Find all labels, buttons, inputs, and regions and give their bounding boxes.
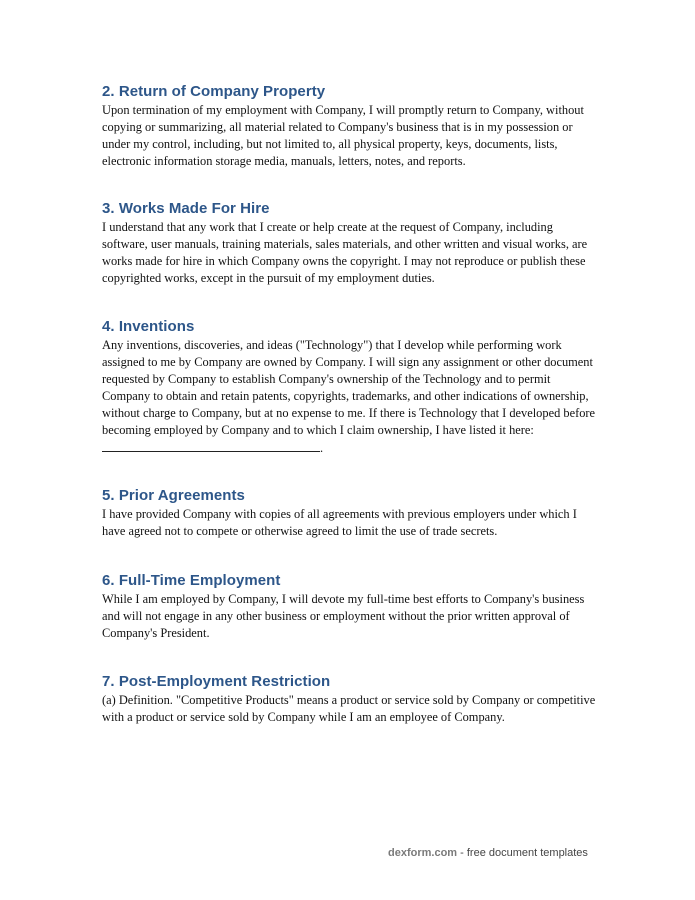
section-works-made-for-hire bbox=[102, 199, 598, 287]
section-heading: 6. Full-Time Employment bbox=[102, 572, 281, 589]
section-body: (a) Definition. "Competitive Products" means a product or service sold by Company or competitive with a product or service sold by Company while I am an employee of Company. bbox=[102, 693, 596, 724]
footer-brand-link[interactable]: dexform.com bbox=[388, 847, 458, 859]
section-body: While I am employed by Company, I will devote my full-time best efforts to Company's business and will not engage in any other business or employment without the prior written approval of Company's President. bbox=[102, 592, 585, 640]
section-heading: 2. Return of Company Property bbox=[102, 83, 326, 100]
page-footer bbox=[388, 845, 588, 861]
section-heading: 3. Works Made For Hire bbox=[102, 200, 270, 217]
section-full-time-employment bbox=[102, 571, 598, 642]
section-heading: 7. Post-Employment Restriction bbox=[102, 673, 331, 690]
section-body: I understand that any work that I create or help create at the request of Company, including software, user manuals, training materials, sales materials, and other written and visual works, are works made for hire in which Company owns the copyright. I may not reproduce or publish these copyrighted works, except in the pursuit of my employment duties. bbox=[102, 220, 588, 285]
technology-blank-line[interactable] bbox=[102, 439, 320, 452]
blank-trailing-period: . bbox=[320, 441, 324, 455]
section-body: I have provided Company with copies of all agreements with previous employers under which I have agreed not to compete or otherwise agreed to limit the use of trade secrets. bbox=[102, 507, 577, 538]
section-prior-agreements bbox=[102, 486, 598, 540]
section-return-of-property bbox=[102, 82, 598, 170]
section-body: Any inventions, discoveries, and ideas ("Technology") that I develop while performing work assigned to me by Company are owned by Company. I will sign any assignment or other document requested by Company to establish Company's ownership of the Technology and to permit Company to obtain and retain patents, copyrights, trademarks, and other indications of ownership, without charge to Company, but at no expense to me. If there is Technology that I developed before becoming employed by Company and to which I claim ownership, I have listed it here: bbox=[102, 338, 596, 437]
section-post-employment-restriction bbox=[102, 672, 598, 726]
section-heading: 5. Prior Agreements bbox=[102, 487, 245, 504]
section-body-container bbox=[102, 337, 598, 457]
section-inventions bbox=[102, 317, 598, 457]
section-body: Upon termination of my employment with Company, I will promptly return to Company, without copying or summarizing, all material related to Company's business that is in my possession or under my control, including, but not limited to, all physical property, keys, documents, lists, electronic information storage media, manuals, letters, notes, and reports. bbox=[102, 103, 584, 168]
document-content bbox=[102, 82, 598, 755]
section-heading: 4. Inventions bbox=[102, 318, 195, 335]
footer-tagline: - free document templates bbox=[457, 847, 588, 859]
